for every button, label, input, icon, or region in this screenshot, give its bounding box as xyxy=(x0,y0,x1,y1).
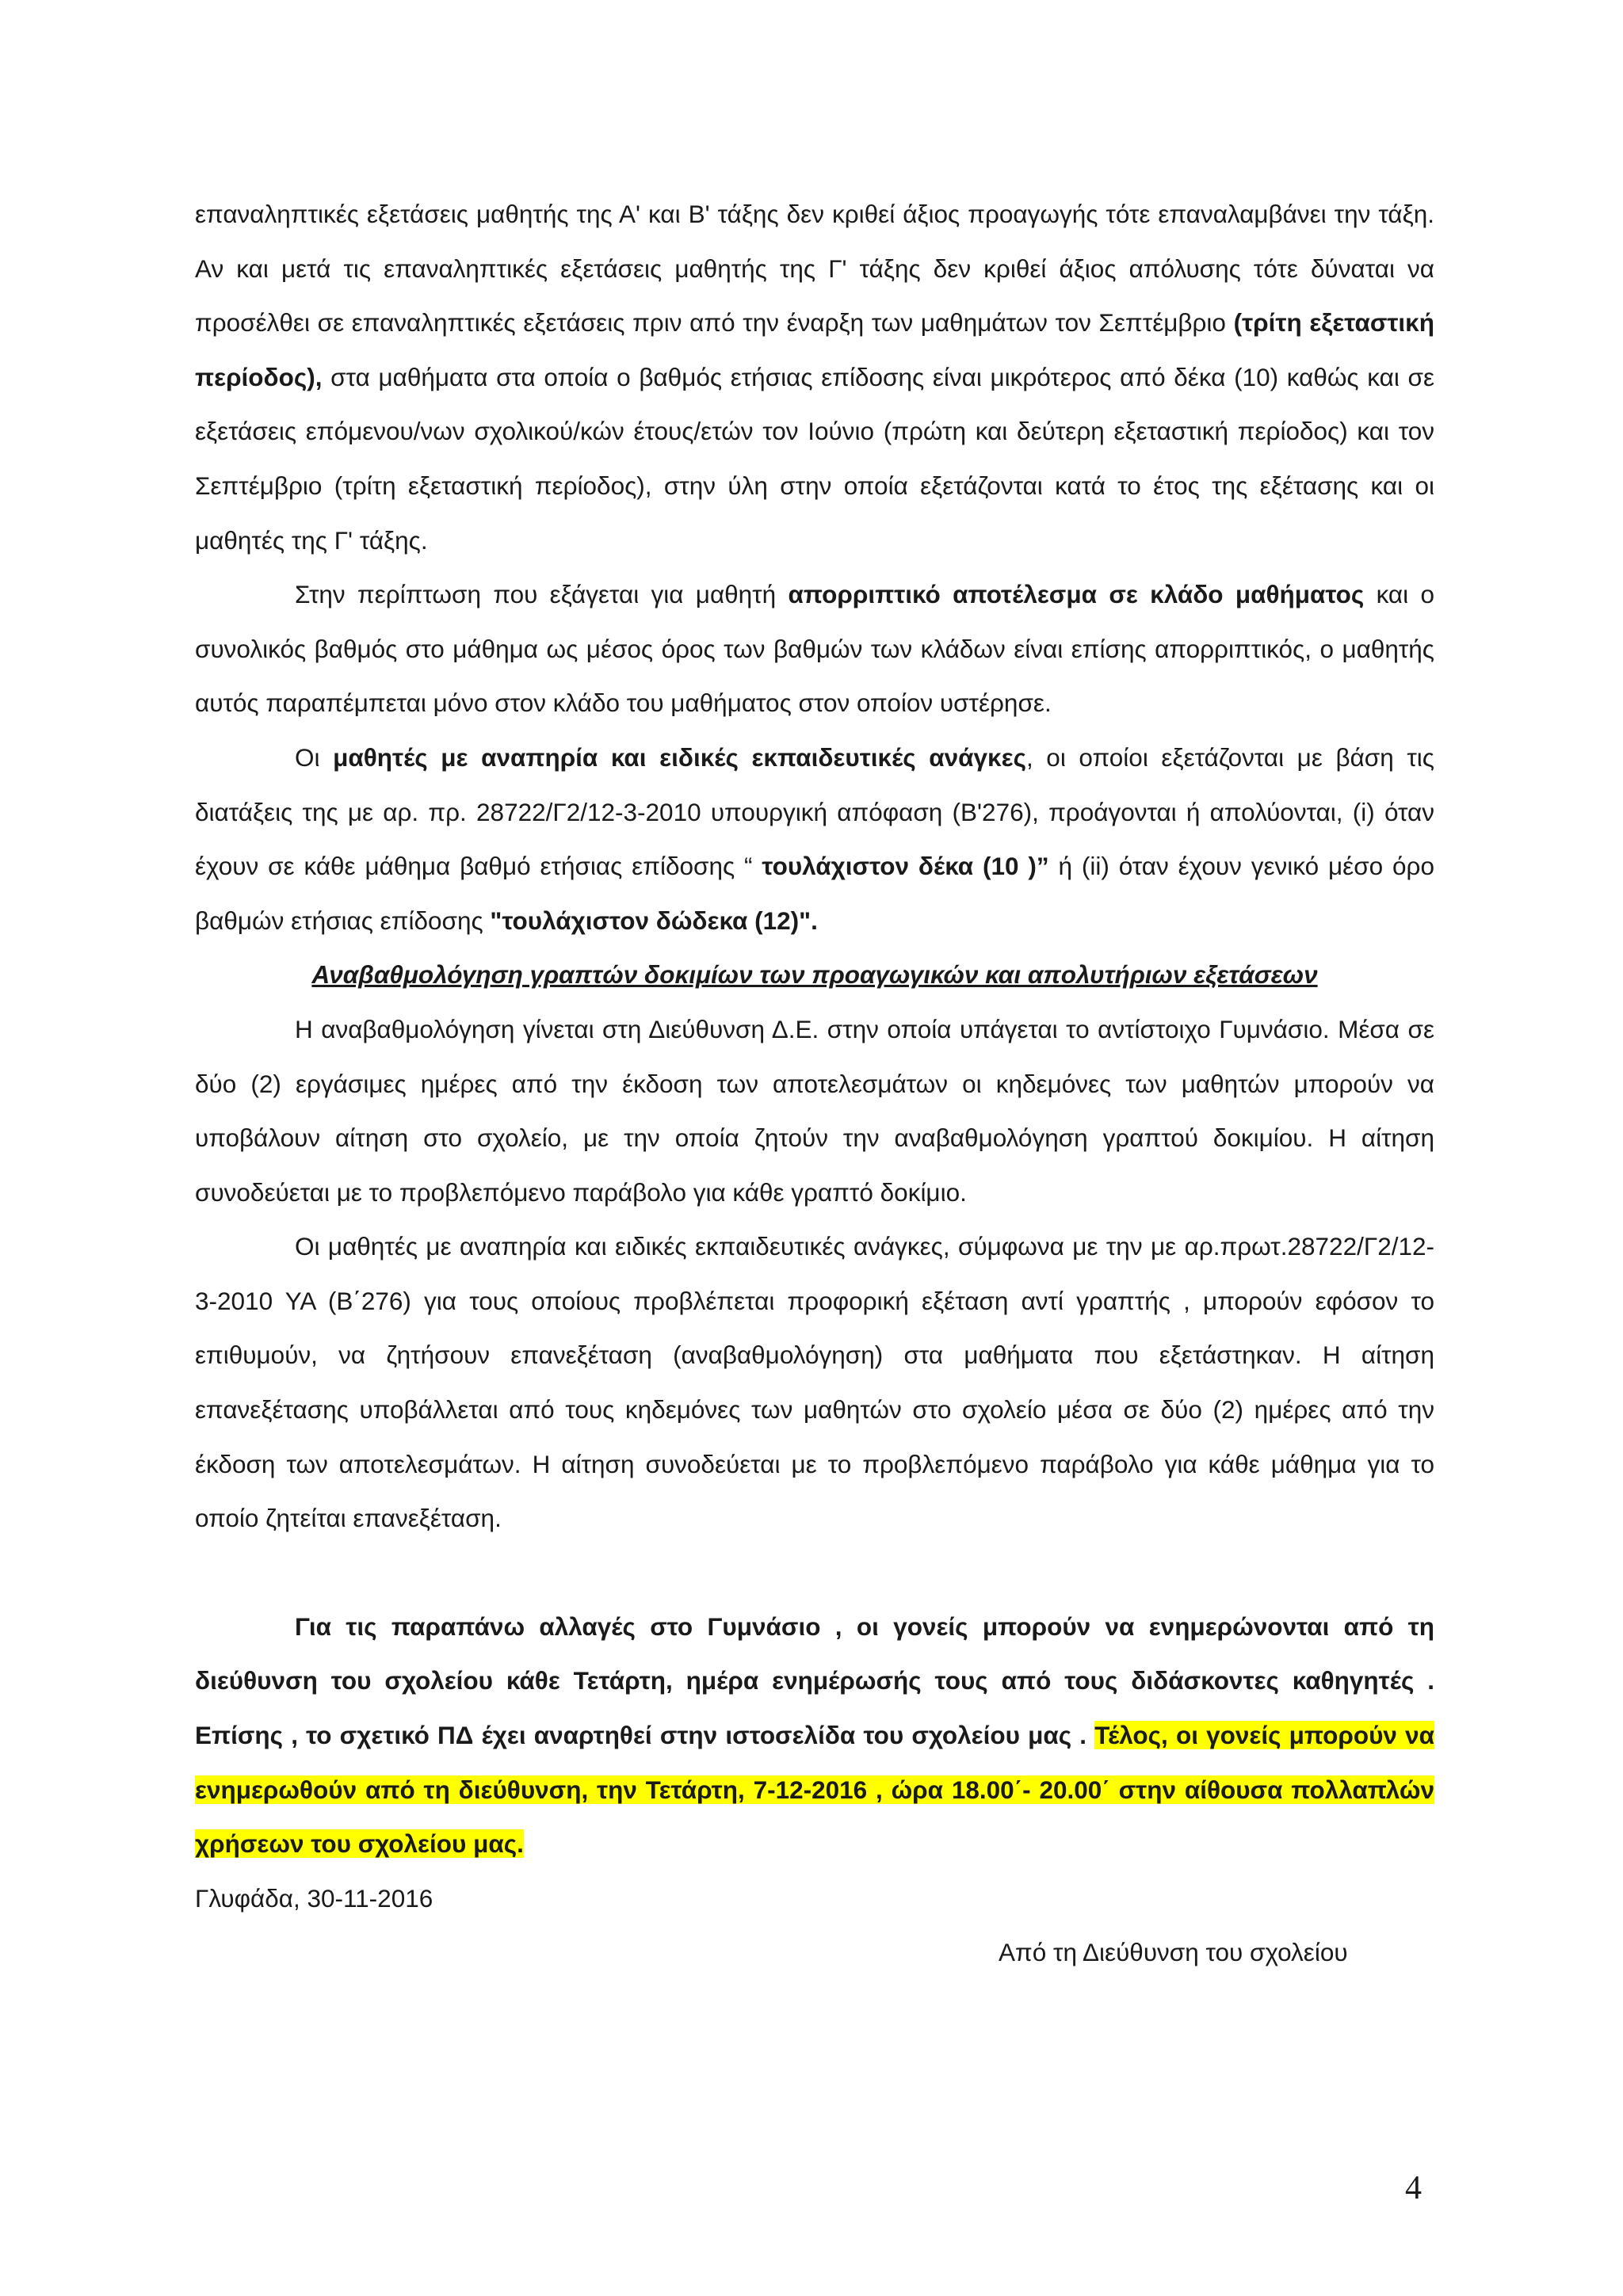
paragraph-failed-branch xyxy=(195,567,1434,730)
text-segment: Στην περίπτωση που εξάγεται για μαθητή xyxy=(295,580,789,609)
text-segment: Οι xyxy=(295,742,334,772)
text-segment-bold: (τρίτη εξεταστική περίοδος), xyxy=(195,308,1434,391)
text-segment: , οι οποίοι εξετάζονται με βάση τις διατάξεις της με αρ. πρ. 28722/Γ2/12-3-2010 υπουργική απόφαση (Β'276), προάγονται ή απολύονται, (i) όταν έχουν σε κάθε μάθημα βαθμό ετήσιας επίδοσης “ xyxy=(195,742,1434,881)
paragraph-exams-continuation xyxy=(195,187,1434,567)
signature-line: Από τη Διεύθυνση του σχολείου xyxy=(999,1938,1348,1967)
text-segment-bold: τουλάχιστον δέκα (10 )” xyxy=(762,852,1049,881)
paragraph-reexamination: Οι μαθητές με αναπηρία και ειδικές εκπαιδευτικές ανάγκες, σύμφωνα με την με αρ.πρωτ.28722/Γ2/12-3-2010 ΥΑ (Β΄276) για τους οποίους προβλέπεται προφορική εξέταση αντί γραπτής , μπορούν εφόσον το επιθυμούν, να ζητήσουν επανεξέταση (αναβαθμολόγηση) στα μαθήματα που εξετάστηκαν. Η αίτηση επανεξέτασης υποβάλλεται από τους κηδεμόνες των μαθητών στο σχολείο μέσα σε δύο (2) ημέρες από την έκδοση των αποτελεσμάτων. Η αίτηση συνοδεύεται με το προβλεπόμενο παράβολο για κάθε μάθημα για το οποίο ζητείται επανεξέταση. xyxy=(195,1232,1434,1533)
paragraph-gap xyxy=(195,1546,1434,1600)
text-segment: στα μαθήματα στα οποία ο βαθμός ετήσιας επίδοσης είναι μικρότερος από δέκα (10) καθώς και σε εξετάσεις επόμενου/νων σχολικού/κών έτους/ετών τον Ιούνιο (πρώτη και δεύτερη εξεταστική περίοδος) και τον Σεπτέμβριο (τρίτη εξεταστική περίοδος), στην ύλη στην οποία εξετάζονται κατά το έτος της εξέτασης και οι μαθητές της Γ' τάξης. xyxy=(195,362,1434,555)
section-heading: Αναβαθμολόγηση γραπτών δοκιμίων των προαγωγικών και απολυτήριων εξετάσεων xyxy=(311,960,1318,990)
text-segment: και ο συνολικός βαθμός στο μάθημα ως μέσος όρος των βαθμών των κλάδων είναι επίσης απορριπτικός, ο μαθητής αυτός παραπέμπεται μόνο στον κλάδο του μαθήματος στον οποίον υστέρησε. xyxy=(195,580,1434,718)
text-segment: επαναληπτικές εξετάσεις μαθητής της Α' και Β' τάξης δεν κριθεί άξιος προαγωγής τότε επαναλαμβάνει την τάξη. Αν και μετά τις επαναληπτικές εξετάσεις μαθητής της Γ' τάξης δεν κριθεί άξιος απόλυσης τότε δύναται να προσέλθει σε επαναληπτικές εξετάσεις πριν από την έναρξη των μαθημάτων τον Σεπτέμβριο xyxy=(195,200,1434,338)
text-segment-bold: απορριπτικό αποτέλεσμα σε κλάδο μαθήματος xyxy=(788,580,1365,609)
highlighted-text: Τέλος, οι γονείς μπορούν να ενημερωθούν από τη διεύθυνση, την Τετάρτη, 7-12-2016 , ώρα 18.00΄- 20.00΄ στην αίθουσα πολλαπλών χρήσεων του σχολείου μας. xyxy=(195,1721,1434,1859)
text-segment-bold: "τουλάχιστον δώδεκα (12)". xyxy=(490,906,818,935)
text-segment-bold: Για τις παραπάνω αλλαγές στο Γυμνάσιο , οι γονείς μπορούν να ενημερώνονται από τη διεύθυνση του σχολείου κάθε Τετάρτη, ημέρα ενημέρωσής τους από τους διδάσκοντες καθηγητές . Επίσης , το σχετικό ΠΔ έχει αναρτηθεί στην ιστοσελίδα του σχολείου μας . xyxy=(195,1611,1434,1750)
page-body xyxy=(195,187,1434,1980)
paragraph-special-needs xyxy=(195,730,1434,948)
paragraph-parents-notice xyxy=(195,1600,1434,1871)
text-segment-bold: μαθητές με αναπηρία και ειδικές εκπαιδευτικές ανάγκες xyxy=(333,742,1026,772)
page-number: 4 xyxy=(1405,2170,1422,2206)
text-segment: ή (ii) όταν έχουν γενικό μέσο όρο βαθμών ετήσιας επίδοσης xyxy=(195,852,1434,935)
place-date: Γλυφάδα, 30-11-2016 xyxy=(195,1883,433,1913)
paragraph-regrading: Η αναβαθμολόγηση γίνεται στη Διεύθυνση Δ.Ε. στην οποία υπάγεται το αντίστοιχο Γυμνάσιο. Μέσα σε δύο (2) εργάσιμες ημέρες από την έκδοση των αποτελεσμάτων οι κηδεμόνες των μαθητών μπορούν να υποβάλουν αίτηση στο σχολείο, με την οποία ζητούν την αναβαθμολόγηση γραπτού δοκιμίου. Η αίτηση συνοδεύεται με το προβλεπόμενο παράβολο για κάθε γραπτό δοκίμιο. xyxy=(195,1014,1434,1207)
